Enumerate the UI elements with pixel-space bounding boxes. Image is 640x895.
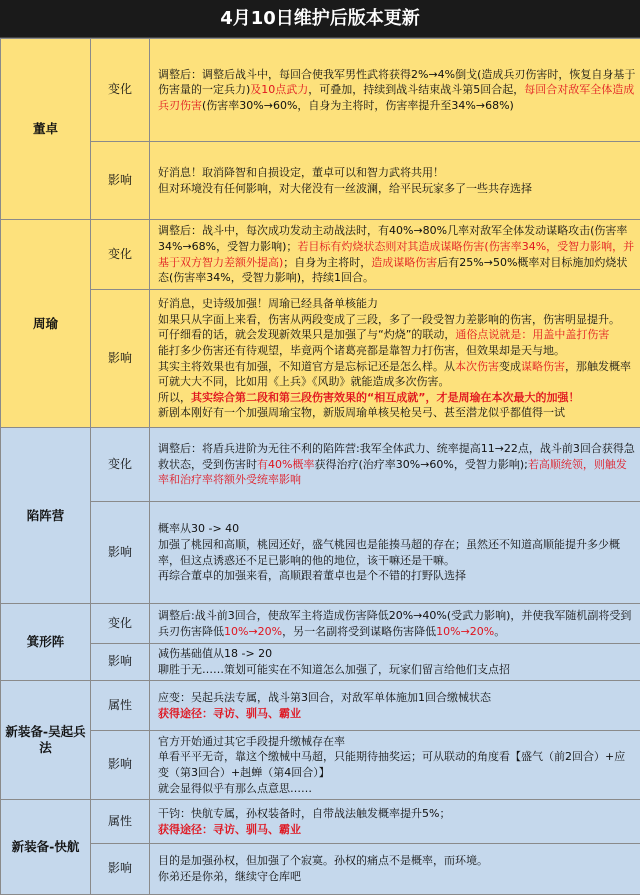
wuqi-effect: 官方开始通过其它手段提升缴械存在率 单看平平无奇，靠这个缴械中马超，只能期待抽奖运；可从联动的角度看【盛气（前2回合）+应变（第3回合）+赳蝉（第4回合）】 就会显得似乎有那么点意思……	[150, 731, 640, 800]
change-label: 变化	[91, 428, 150, 502]
jixingzhen-effect: 减伤基础值从18 -> 20 聊胜于无……策划可能实在不知道怎么加强了，玩家们留言给他们支点招	[150, 644, 640, 681]
effect-label: 影响	[91, 142, 150, 220]
table-row	[1, 604, 640, 644]
hero-name-zhouyu: 周瑜	[1, 220, 91, 428]
equip-name-wuqi: 新装备-吴起兵法	[1, 681, 91, 800]
update-table	[0, 38, 640, 895]
table-row	[1, 290, 640, 428]
table-row	[1, 731, 640, 800]
kuaihang-attr: 干钧：快航专属，孙权装备时，自带战法触发概率提升5%； 获得途径：寻访、驯马、霸业	[150, 800, 640, 844]
table-row	[1, 681, 640, 731]
effect-label: 影响	[91, 290, 150, 428]
change-label: 变化	[91, 220, 150, 290]
zhouyu-change: 调整后：战斗中，每次成功发动主动战法时，有40%→80%几率对敌军全体发动谋略攻击(伤害率34%→68%，受智力影响)；若目标有灼烧状态则对其造成谋略伤害(伤害率34%，受智力影响，并基于双方智力差额外提高)；自身为主将时，造成谋略伤害后有25%→50%概率对目标施加灼烧状态(伤害率34%，受智力影响)，持续1回合。	[150, 220, 640, 290]
page-title: 4月10日维护后版本更新	[0, 0, 640, 38]
effect-label: 影响	[91, 644, 150, 681]
hero-name-xianzhenying: 陷阵营	[1, 428, 91, 604]
equip-name-kuaihang: 新装备-快航	[1, 800, 91, 895]
attr-label: 属性	[91, 681, 150, 731]
jixingzhen-change: 调整后:战斗前3回合，使敌军主将造成伤害降低20%→40%(受武力影响)，并使我军随机副将受到兵刃伤害降低10%→20%，另一名副将受到谋略伤害降低10%→20%。	[150, 604, 640, 644]
table-row	[1, 428, 640, 502]
wuqi-attr: 应变：吴起兵法专属，战斗第3回合，对敌军单体施加1回合缴械状态 获得途径：寻访、驯马、霸业	[150, 681, 640, 731]
xianzhenying-change: 调整后：将盾兵进阶为无往不利的陷阵营:我军全体武力、统率提高11→22点，战斗前3回合获得急救状态，受到伤害时有40%概率获得治疗(治疗率30%→60%，受智力影响);若高顺统领，则触发率和治疗率将额外受统率影响	[150, 428, 640, 502]
table-row	[1, 644, 640, 681]
attr-label: 属性	[91, 800, 150, 844]
table-row	[1, 39, 640, 142]
table-row	[1, 844, 640, 895]
table-row	[1, 220, 640, 290]
dongzhuo-change: 调整后：调整后战斗中，每回合使我军男性武将获得2%→4%倒戈(造成兵刃伤害时，恢复自身基于伤害量的一定兵力)及10点武力，可叠加，持续到战斗结束战斗第5回合起，每回合对敌军全体造成兵刃伤害(伤害率30%→60%，自身为主将时，伤害率提升至34%→68%)	[150, 39, 640, 142]
hero-name-dongzhuo: 董卓	[1, 39, 91, 220]
table-row	[1, 800, 640, 844]
effect-label: 影响	[91, 844, 150, 895]
table-row	[1, 502, 640, 604]
kuaihang-effect: 目的是加强孙权，但加强了个寂寞。孙权的痛点不是概率，而环境。 你弟还是你弟，继续守仓库吧	[150, 844, 640, 895]
zhouyu-effect: 好消息，史诗级加强！周瑜已经具备单核能力 如果只从字面上来看，伤害从两段变成了三段，多了一段受智力差影响的伤害，伤害明显提升。 可仔细看的话，就会发现新效果只是加强了与“灼烧”的联动，通俗点说就是：用盖中盖打伤害 能打多少伤害还有待观望，毕竟两个诸葛亮都是靠智力打伤害，但效果却是天与地。 其实主将效果也有加强，不知道官方是忘标记还是怎么样。从本次伤害变成谋略伤害，那触发概率可就大大不同，比如用《上兵》《风助》就能造成多次伤害。 所以，其实综合第二段和第三段伤害效果的“相互成就”，才是周瑜在本次最大的加强！ 新剧本刚好有一个加强周瑜宝物，新版周瑜单核吴枪吴弓、甚至潜龙似乎都值得一试	[150, 290, 640, 428]
xianzhenying-effect: 概率从30 -> 40 加强了桃园和高顺，桃园还好，盛气桃园也是能揍马超的存在；虽然还不知道高顺能提升多少概率，但这点诱惑还不足已影响的他的地位，该干嘛还是干嘛。 再综合董卓的加强来看，高顺跟着董卓也是个不错的打野队选择	[150, 502, 640, 604]
hero-name-jixingzhen: 箕形阵	[1, 604, 91, 681]
change-label: 变化	[91, 604, 150, 644]
table-row	[1, 142, 640, 220]
effect-label: 影响	[91, 731, 150, 800]
dongzhuo-effect: 好消息！取消降智和自损设定，董卓可以和智力武将共用！ 但对环境没有任何影响，对大佬没有一丝波澜，给平民玩家多了一些共存选择	[150, 142, 640, 220]
change-label: 变化	[91, 39, 150, 142]
effect-label: 影响	[91, 502, 150, 604]
